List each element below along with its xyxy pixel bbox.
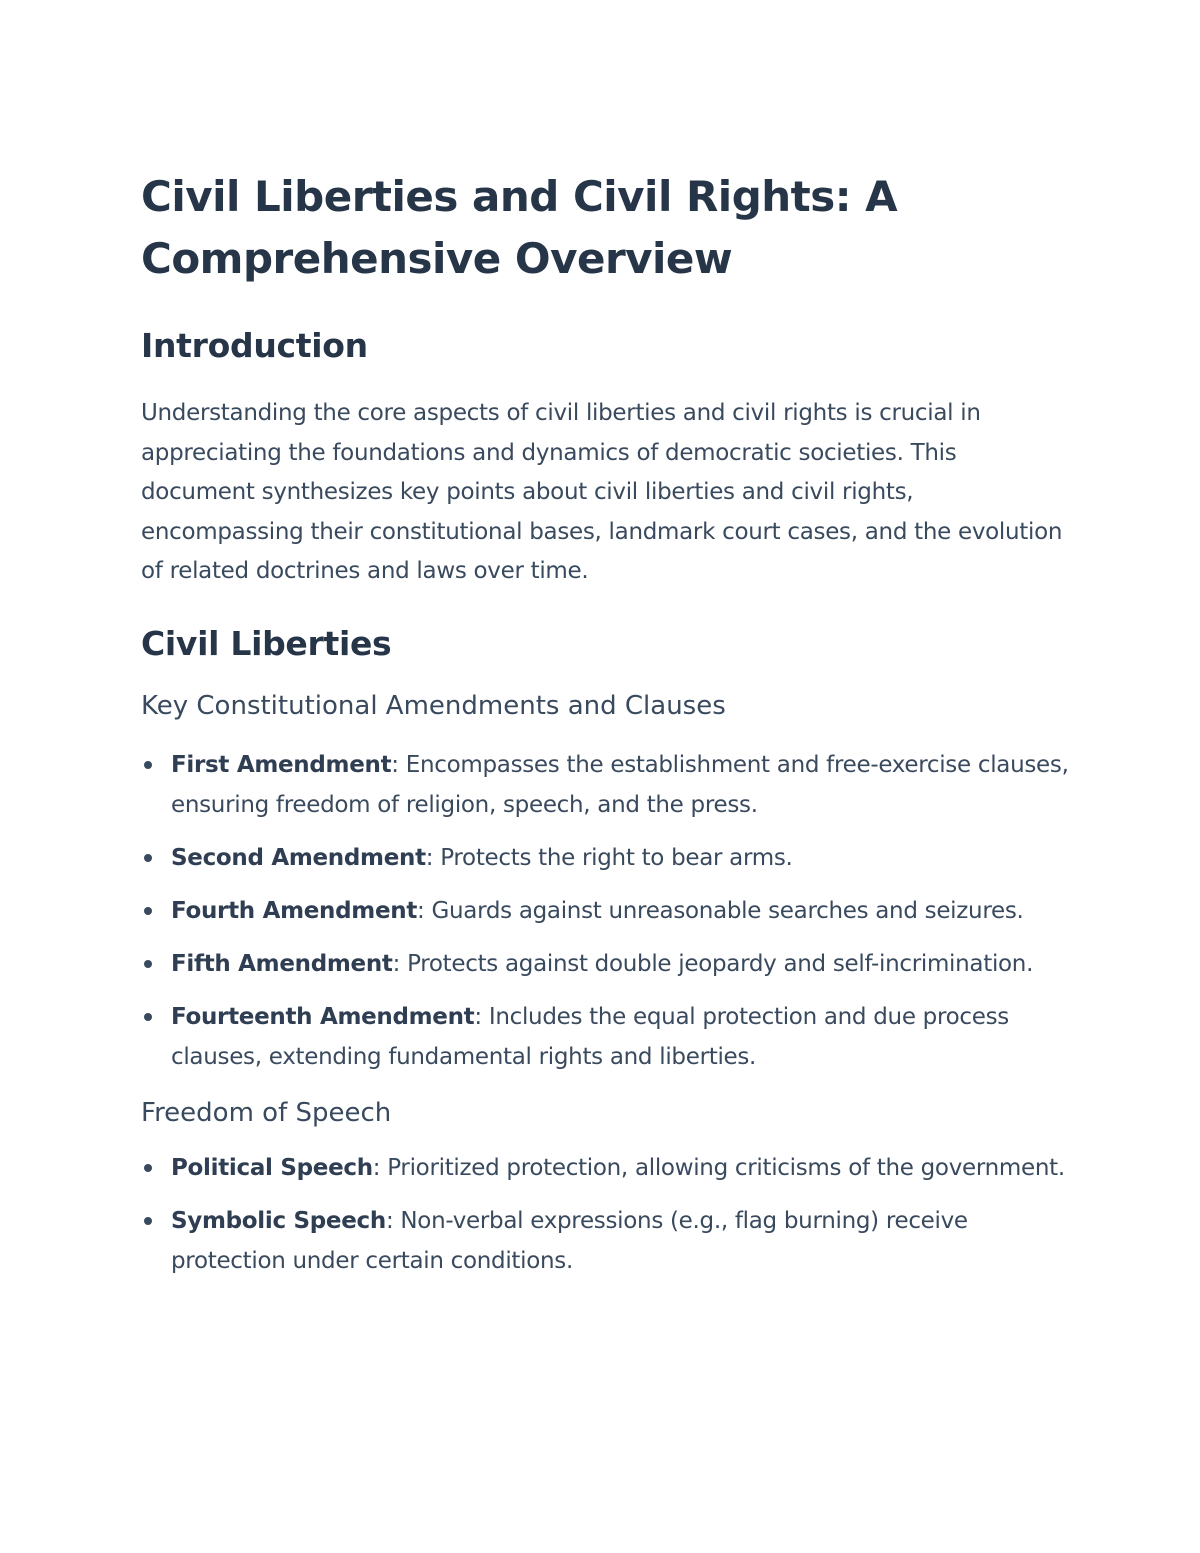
amendments-subheading: Key Constitutional Amendments and Clauses	[141, 690, 726, 721]
document-title: Civil Liberties and Civil Rights: A Comprehensive Overview	[141, 172, 898, 283]
item-text: Encompasses the establishment and free-exercise clauses, ensuring freedom of religion, speech, and the press.	[171, 751, 1069, 818]
bullet-icon	[144, 960, 152, 968]
item-text: Protects against double jeopardy and self-incrimination.	[400, 950, 1034, 977]
item-term: First Amendment	[171, 751, 392, 778]
item-text: Guards against unreasonable searches and seizures.	[424, 897, 1024, 924]
list-item	[141, 1201, 1070, 1281]
bullet-icon	[144, 1164, 152, 1172]
amendments-list	[141, 745, 1070, 1077]
list-item	[141, 1148, 1070, 1188]
list-item	[141, 745, 1070, 825]
item-separator: :	[372, 1154, 381, 1181]
bullet-icon	[144, 761, 152, 769]
civil-liberties-heading: Civil Liberties	[141, 623, 392, 663]
item-term: Symbolic Speech	[171, 1207, 386, 1234]
bullet-icon	[144, 907, 152, 915]
item-term: Fourteenth Amendment	[171, 1003, 475, 1030]
item-term: Fifth Amendment	[171, 950, 393, 977]
item-separator: :	[417, 897, 425, 924]
item-text: Non-verbal expressions (e.g., flag burning) receive protection under certain conditions.	[171, 1207, 968, 1274]
freedom-of-speech-subheading: Freedom of Speech	[141, 1097, 392, 1128]
item-term: Second Amendment	[171, 844, 426, 871]
bullet-icon	[144, 1013, 152, 1021]
item-text: Prioritized protection, allowing criticisms of the government.	[380, 1154, 1065, 1181]
item-separator: :	[474, 1003, 482, 1030]
introduction-heading: Introduction	[141, 326, 368, 365]
introduction-paragraph: Understanding the core aspects of civil liberties and civil rights is crucial in appreciating the foundations and dynamics of democratic societies. This document synthesizes key points about civil liberties and civil rights, encompassing their constitutional bases, landmark court cases, and the evolution of related doctrines and laws over time.	[141, 400, 1063, 584]
item-text: Includes the equal protection and due process clauses, extending fundamental rights and liberties.	[171, 1003, 1009, 1070]
item-separator: :	[385, 1207, 394, 1234]
list-item	[141, 838, 1070, 878]
list-item	[141, 944, 1070, 984]
item-term: Political Speech	[171, 1154, 373, 1181]
item-separator: :	[391, 751, 399, 778]
bullet-icon	[144, 854, 152, 862]
item-separator: :	[425, 844, 434, 871]
item-text: Protects the right to bear arms.	[433, 844, 793, 871]
list-item	[141, 997, 1070, 1077]
list-item	[141, 891, 1070, 931]
item-term: Fourth Amendment	[171, 897, 418, 924]
speech-list	[141, 1148, 1070, 1281]
item-separator: :	[392, 950, 401, 977]
bullet-icon	[144, 1217, 152, 1225]
